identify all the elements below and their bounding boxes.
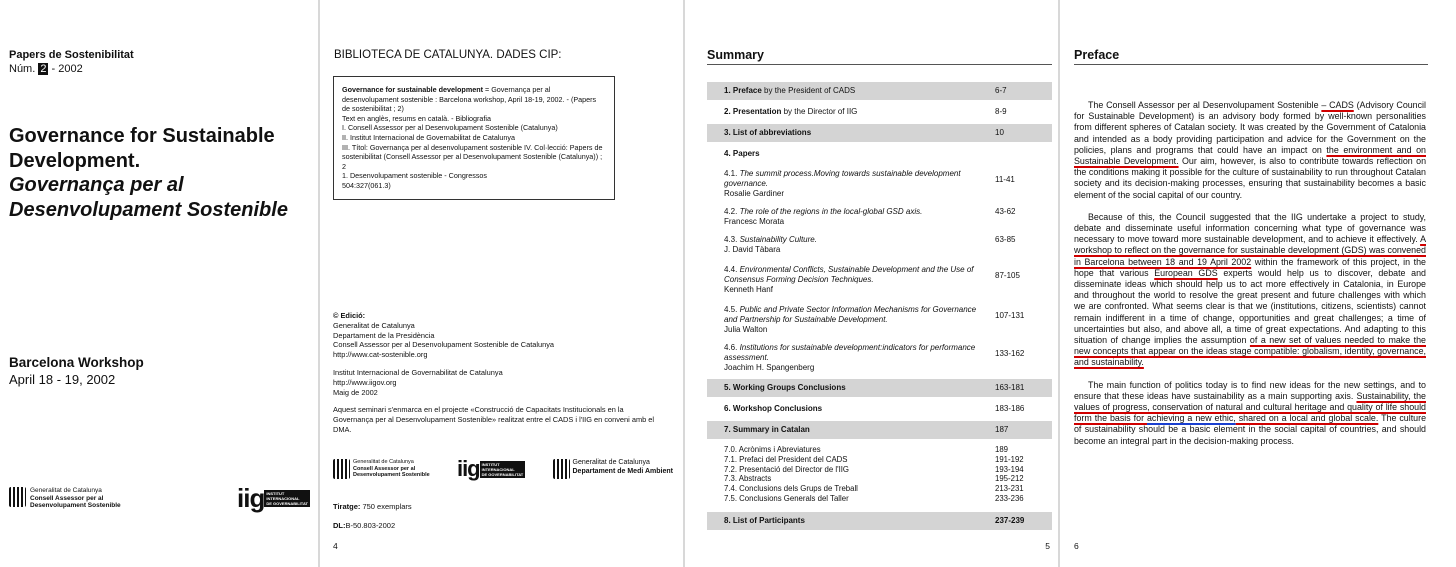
toc-paper-entry[interactable]: 4.3. Sustainability Culture. J. David Tàbara 63-85: [724, 235, 1016, 254]
toc-entry[interactable]: 4. Papers: [724, 149, 760, 158]
page-number: 5: [1045, 541, 1050, 551]
generalitat-emblem-icon: [333, 459, 350, 479]
toc-catalan-entry[interactable]: 7.5. Conclusions Generals del Taller 233-236: [724, 493, 1024, 503]
title-catalan: Governança per al Desenvolupament Sostenible: [9, 174, 288, 221]
generalitat-emblem-icon: [553, 459, 570, 479]
cip-heading: BIBLIOTECA DE CATALUNYA. DADES CIP:: [334, 49, 562, 61]
preface-page: [1060, 0, 1456, 567]
table-of-contents: [707, 82, 1052, 530]
toc-catalan-entry[interactable]: 7.0. Acrònims i Abreviatures 189: [724, 445, 1009, 454]
toc-catalan-entry[interactable]: 7.3. Abstracts 195-212: [724, 474, 1024, 484]
cip-page: [320, 0, 683, 567]
issue-number: 2: [40, 63, 47, 75]
print-run: Tiratge: 750 exemplars: [333, 502, 412, 511]
paragraph: The Consell Assessor per al Desenvolupament Sostenible – CADS (Advisory Council for Sustainable Development) is an advisory body formed by well-known personalities from different spheres of Catalan society. It was created by the Government of Catalonia and intended as a body providing participation and advice for the Government on the policies, plans and programs that could have an impact on the environment and on Sustainable Development. Our aim, however, is also to contribute towards reflection on the conditions making it possible for the culture of sustainability to run throughout Catalan society and its decision-making processes, ensuring that sustainability becomes a basic element of the social capital of our country.: [1074, 100, 1427, 200]
iig-logo: iig INSTITUT INTERNACIONAL DE GOVERNABILITAT: [456, 456, 524, 481]
cover-page: [0, 0, 318, 567]
page-number: 4: [333, 541, 338, 551]
toc-entry[interactable]: 8. List of Participants 237-239: [707, 512, 1052, 530]
series-name: Papers de Sostenibilitat: [9, 49, 134, 61]
toc-entry[interactable]: 2. Presentation by the Director of IIG 8-9: [724, 107, 1007, 116]
dma-logo: Generalitat de Catalunya Departament de Medi Ambient: [553, 459, 673, 479]
summary-page: [685, 0, 1058, 567]
toc-entry[interactable]: 3. List of abbreviations 10: [707, 124, 1052, 142]
toc-paper-entry[interactable]: 4.1. The summit process.Moving towards sustainable development governance. Rosalie Gardiner 11-41: [724, 169, 1015, 198]
generalitat-logo: Generalitat de Catalunya Consell Assessor per al Desenvolupament Sostenible: [9, 487, 121, 510]
preface-text: [1074, 100, 1426, 458]
legal-deposit: DL:B-50.803-2002: [333, 521, 396, 530]
title-english: Governance for Sustainable Development.: [9, 125, 275, 172]
generalitat-emblem-icon: [9, 487, 26, 507]
edition-info: © Edició: Generalitat de Catalunya Departament de la Presidència Consell Assessor per al Desenvolupament Sostenible de Catalunya http://www.cat-sostenible.org Institut Internacional de Governabilitat de Catalunya http://www.iigov.org Maig de 2002 Aquest seminari s'enmarca en el projecte «Construcció de Capacitats Institucionals en la Governança per al Desenvolupament Sostenible» realitzat entre el CADS i l'IIG en conveni amb el DMA.: [333, 311, 663, 443]
summary-heading: Summary: [707, 48, 764, 62]
series-number: Núm. 2 - 2002: [9, 63, 83, 75]
workshop-dates: April 18 - 19, 2002: [9, 372, 116, 387]
iig-logo: iig INSTITUT INTERNACIONAL DE GOVERNABILITAT: [237, 483, 308, 513]
preface-heading: Preface: [1074, 48, 1120, 62]
cads-logo: Generalitat de Catalunya Consell Assessor per al Desenvolupament Sostenible: [333, 459, 430, 479]
publisher-logos: [333, 456, 673, 482]
toc-catalan-entry[interactable]: 7.1. Prefaci del President del CADS 191-192: [724, 454, 1024, 464]
toc-paper-entry[interactable]: 4.2. The role of the regions in the local-global GSD axis. Francesc Morata 43-62: [724, 207, 1016, 226]
toc-catalan-entry[interactable]: 7.2. Presentació del Director de l'IIG 193-194: [724, 464, 1024, 474]
heading-rule: [707, 64, 1052, 65]
toc-catalan-entry[interactable]: 7.4. Conclusions dels Grups de Treball 213-231: [724, 484, 1024, 494]
toc-entry[interactable]: 1. Preface by the President of CADS 6-7: [707, 82, 1052, 100]
toc-entry[interactable]: 6. Workshop Conclusions 183-186: [724, 404, 1025, 413]
toc-entry[interactable]: 7. Summary in Catalan 187: [707, 421, 1052, 439]
workshop-label: Barcelona Workshop: [9, 355, 144, 370]
toc-paper-entry[interactable]: 4.5. Public and Private Sector Information Mechanisms for Governance and Partnership for Sustainable Development. Julia Walton 107-131: [724, 305, 1025, 334]
page-number: 6: [1074, 541, 1079, 551]
heading-rule: [1074, 64, 1428, 65]
toc-paper-entry[interactable]: 4.4. Environmental Conflicts, Sustainable Development and the Use of Consensus Forming Decision Techniques. Kenneth Hanf 87-105: [724, 265, 1020, 294]
seminar-note: Aquest seminari s'enmarca en el projecte «Construcció de Capacitats Institucionals en la Governança per al Desenvolupament Sostenible» realitzat entre el CADS i l'IIG en conveni amb el DMA.: [333, 405, 655, 434]
toc-entry[interactable]: 5. Working Groups Conclusions 163-181: [707, 379, 1052, 397]
paragraph: The main function of politics today is to find new ideas for the new settings, and to ensure that these ideas have sustainability as a main supporting axis. Sustainability, the values of progress, conservation of natural and cultural heritage and quality of life should form the basis for achieving a new ethic, shared on a local and global scale. The culture of sustainability should be a basic element in the social capital of countries, and should become an integral part in the decision-making process.: [1074, 379, 1427, 446]
paragraph: Because of this, the Council suggested that the IIG undertake a project to study, debate and disseminate useful information concerning what type of governance was necessary to move toward more sustainable development, and to achieve it effectively. A workshop to reflect on the governance for sustainable development (GDS) was convened in Barcelona between 18 and 19 April 2002 within the framework of this project, in the hope that various European GDS experts would help us to discover, debate and disseminate ideas which should help us to act more effectively in Catalonia, in Europe and throughout the world to resolve the great present and future challenges with which we are confronted. What seems clear is that we (institutions, citizens, scientists) cannot remain indifferent in a time of change, opportunities and great challenges; a time of uncertainties but also, and above all, a time of great expectations. And adapting to this situation of change implies the assumption of a new set of values needed to make the new concepts that appear on the ideas stage compatible: globalism, identity, governance, and sustainability.: [1074, 211, 1426, 368]
toc-paper-entry[interactable]: 4.6. Institutions for sustainable development:indicators for performance assessment. Joachim H. Spangenberg 133-162: [724, 343, 1025, 372]
cip-record: Governance for sustainable development = Governança per al desenvolupament sostenible : Barcelona workshop, April 18-19, 2002. - (Papers de sostenibilitat ; 2) Text en anglès, resums en català. - Bibliografia I. Consell Assessor per al Desenvolupament Sostenible (Catalunya) II. Institut Internacional de Governabilitat de Catalunya III. Títol: Governança per al desenvolupament sostenible IV. Col·lecció: Papers de sostenibilitat (Consell Assessor per al Desenvolupament Sostenible (Catalunya)) ; 2 1. Desenvolupament sostenible - Congressos 504:327(061.3): [333, 76, 615, 200]
